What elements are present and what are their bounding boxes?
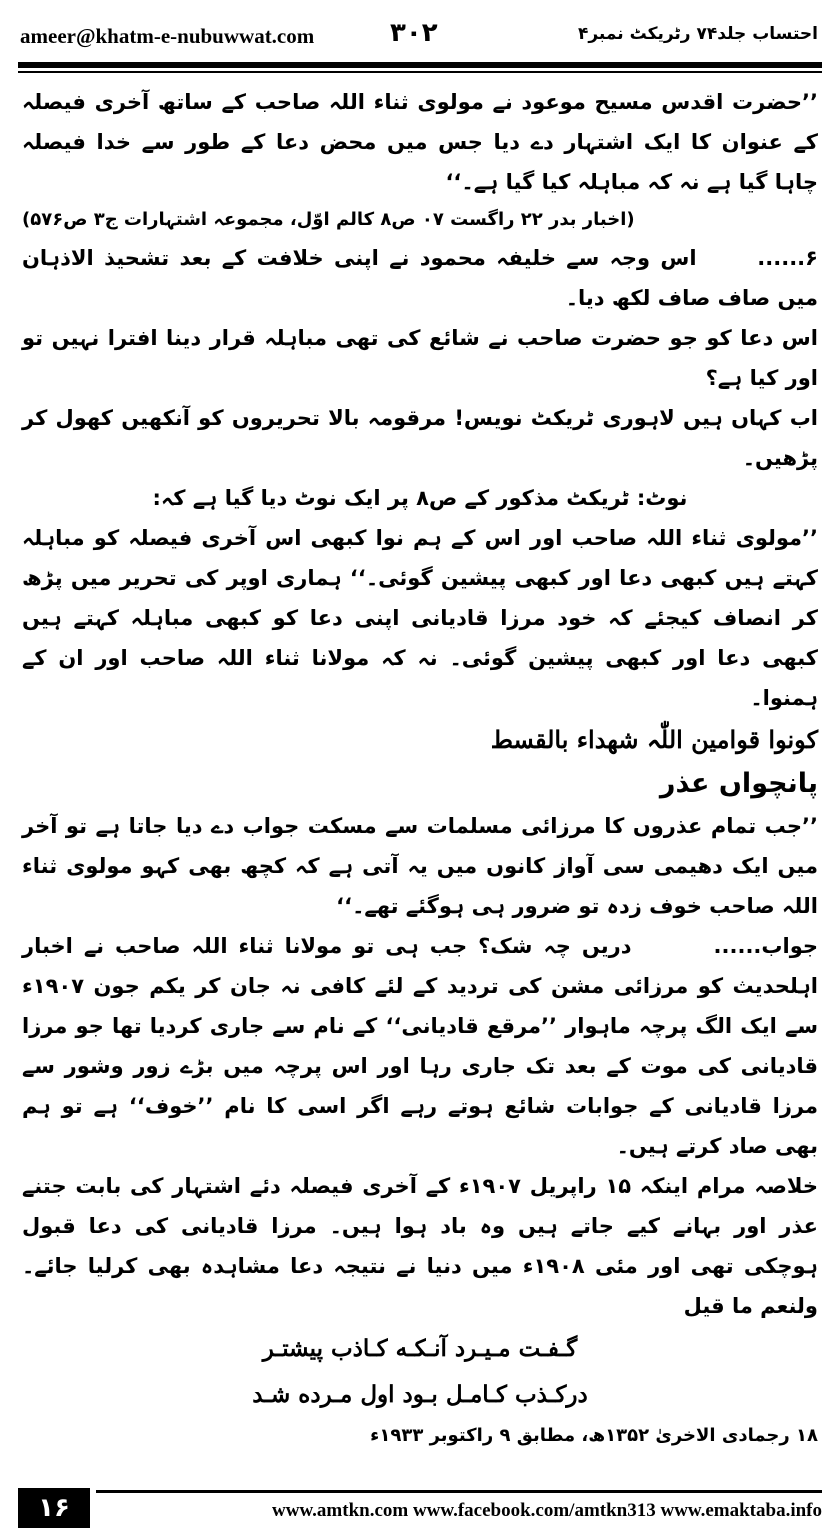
header-page-number: ۳۰۲ bbox=[390, 18, 438, 48]
header-email[interactable]: ameer@khatm-e-nubuwwat.com bbox=[20, 24, 315, 48]
footer-page-box: ۱۶ bbox=[18, 1488, 90, 1528]
note-paragraph: نوٹ: ٹریکٹ مذکور کے ص۸ پر ایک نوٹ دیا گیا ہے کہ: bbox=[152, 486, 688, 510]
quote-paragraph-1: ’’حضرت اقدس مسیح موعود نے مولوی ثناء اللہ صاحب کے ساتھ آخری فیصلہ کے عنوان کا ایک اشتہار دے دیا جس میں محض دعا کے طور سے خدا فیصلہ چاہا گیا ہے نہ کہ مباہلہ کیا گیا ہے۔‘‘ bbox=[22, 90, 818, 194]
header-rule-thin bbox=[18, 71, 822, 73]
quote-paragraph-3: ’’جب تمام عذروں کا مرزائی مسلمات سے مسکت جواب دے دیا جاتا ہے تو آخر میں ایک دھیمی سی آواز کانوں میں یہ آتی ہے کہ کچھ بھی کہو مولوی ثناء اللہ صاحب خوف زدہ تو ضرور ہی ہوگئے تھے۔‘‘ bbox=[22, 814, 818, 918]
page-body bbox=[22, 82, 818, 1460]
paragraph-2-number: ۶...... bbox=[757, 246, 818, 270]
paragraph-4: اب کہاں ہیں لاہوری ٹریکٹ نویس! مرقومہ بالا تحریروں کو آنکھیں کھول کر پڑھیں۔ bbox=[22, 406, 818, 470]
footer-rule bbox=[96, 1490, 822, 1493]
paragraph-3: اس دعا کو جو حضرت صاحب نے شائع کی تھی مباہلہ قرار دینا افترا نہیں تو اور کیا ہے؟ bbox=[22, 326, 818, 390]
answer-paragraph bbox=[22, 926, 818, 1166]
persian-verse-2: درکـذب کـامـل بـود اول مـرده شـد bbox=[252, 1381, 588, 1408]
paragraph-2 bbox=[22, 238, 818, 318]
summary-paragraph: خلاصہ مرام اینکہ ۱۵ راپریل ۱۹۰۷ء کے آخری فیصلہ دئے اشتہار کی بابت جتنے عذر اور بہانے کیے جاتے ہیں وہ باد ہوا ہیں۔ مرزا قادیانی کی دعا قبول ہوچکی تھی اور مئی ۱۹۰۸ء میں دنیا نے نتیجہ دعا مشاہدہ بھی کرلیا جائے۔ ولنعم ما قیل bbox=[22, 1174, 818, 1318]
header-rule-thick bbox=[18, 62, 822, 68]
header-book-title: احتساب جلد۷۴ رٹریکٹ نمبر۴ bbox=[577, 24, 818, 44]
arabic-verse: کونوا قوامین اللّٰہ شهداء بالقسط bbox=[490, 725, 818, 754]
paragraph-2-text: اس وجہ سے خلیفہ محمود نے اپنی خلافت کے بعد تشحیذ الاذہان میں صاف صاف لکھ دیا۔ bbox=[22, 246, 818, 310]
footer-links[interactable]: www.amtkn.com www.facebook.com/amtkn313 www.emaktaba.info bbox=[272, 1500, 822, 1521]
persian-verse-1: گـفـت مـیـرد آنـکـه کـاذب پیشتـر bbox=[262, 1335, 578, 1362]
answer-label: جواب...... bbox=[713, 934, 819, 958]
answer-text: دریں چہ شک؟ جب ہی تو مولانا ثناء اللہ صاحب نے اخبار اہلحدیث کو مرزائی مشن کی تردید کے لئے کافی نہ جان کر یکم جون ۱۹۰۷ء سے ایک الگ پرچہ ماہوار ’’مرقع قادیانی‘‘ کے نام سے جاری کردیا تھا جو مرزا قادیانی کی موت کے بعد تک جاری رہا اور اس پرچہ میں بڑے زور وشور سے مرزا قادیانی کے جوابات شائع ہوتے رہے اگر اسی کا نام ’’خوف‘‘ ہے تو ہم بھی صاد کرتے ہیں۔ bbox=[22, 934, 818, 1158]
date-line: ۱۸ رجمادی الاخریٰ ۱۳۵۲ھ، مطابق ۹ راکتوبر ۱۹۳۳ء bbox=[370, 1425, 818, 1446]
section-heading: پانچواں عذر bbox=[659, 768, 818, 799]
page-header bbox=[18, 18, 822, 54]
quote-paragraph-2: ’’مولوی ثناء اللہ صاحب اور اس کے ہم نوا کبھی اس آخری فیصلہ کو مباہلہ کہتے ہیں کبھی دعا اور کبھی پیشین گوئی۔‘‘ ہماری اوپر کی تحریر میں پڑھ کر انصاف کیجئے کہ خود مرزا قادیانی اپنی دعا کو کبھی مباہلہ کہتے ہیں کبھی دعا اور کبھی پیشین گوئی۔ نہ کہ مولانا ثناء اللہ صاحب اور ان کے ہمنوا۔ bbox=[22, 526, 818, 710]
citation-1: (اخبار بدر ۲۲ راگست ۰۷ ص۸ کالم اوّل، مجموعہ اشتہارات ج۳ ص۵۷۶) bbox=[22, 209, 635, 230]
